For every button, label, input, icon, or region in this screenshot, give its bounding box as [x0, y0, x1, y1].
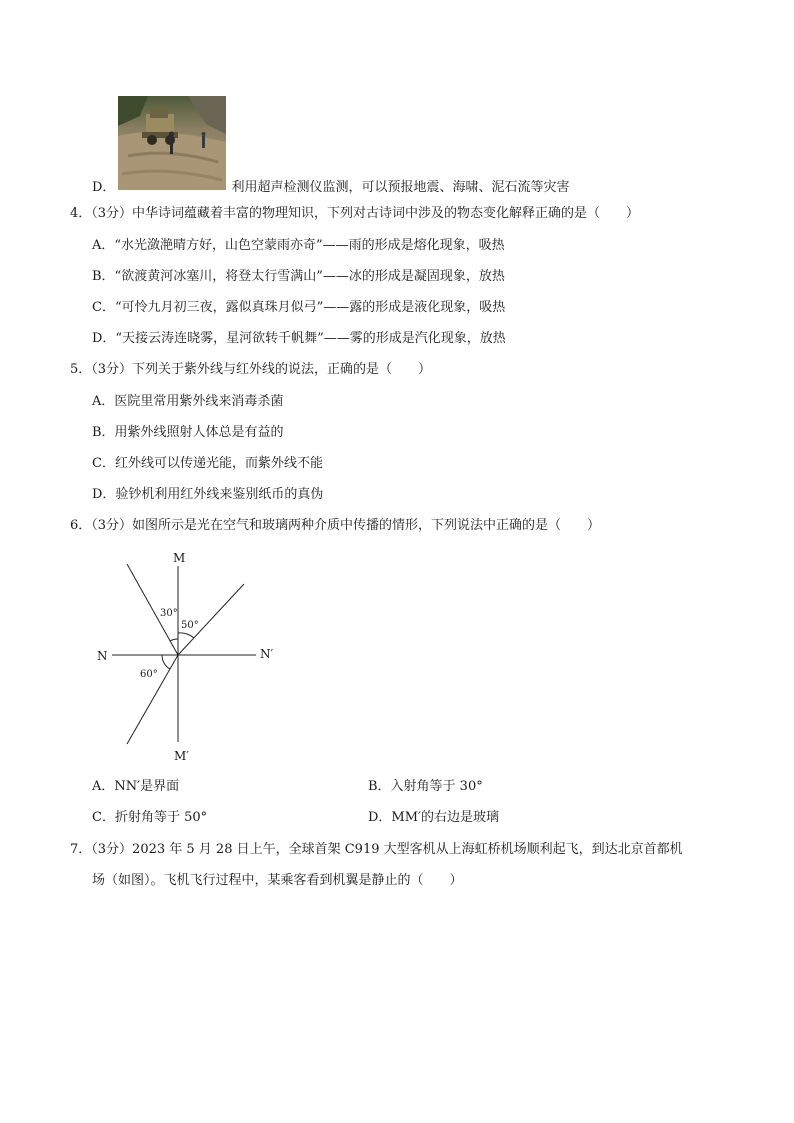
q5-option-a: A．医院里常用紫外线来消毒杀菌	[92, 394, 284, 409]
q7-stem-line2: 场（如图）。飞机飞行过程中，某乘客看到机翼是静止的（ ）	[92, 873, 463, 888]
q6-option-d: D．MM′的右边是玻璃	[368, 810, 499, 825]
landslide-photo	[118, 96, 226, 190]
label-m-prime: M′	[174, 749, 190, 763]
landslide-photo-image	[118, 96, 226, 190]
q4-option-a: A．“水光潋滟晴方好，山色空蒙雨亦奇”——雨的形成是熔化现象，吸热	[92, 238, 505, 253]
q4-option-b: B．“欲渡黄河冰塞川，将登太行雪满山”——冰的形成是凝固现象，放热	[92, 269, 505, 284]
angle-30-label: 30°	[160, 608, 178, 619]
q3-option-d-text: 利用超声检测仪监测，可以预报地震、海啸、泥石流等灾害	[231, 180, 570, 195]
q7-stem-line1: 7．（3分）2023 年 5 月 28 日上午，全球首架 C919 大型客机从上海虹桥机场顺利起飞，到达北京首都机	[70, 842, 683, 857]
q6-option-c: C．折射角等于 50°	[92, 810, 208, 825]
angle-60-label: 60°	[140, 669, 158, 680]
q5-option-c: C．红外线可以传递光能，而紫外线不能	[92, 456, 323, 471]
q6-option-a: A．NN′是界面	[92, 779, 180, 794]
q6-option-b: B．入射角等于 30°	[368, 779, 483, 794]
label-n: N	[97, 649, 108, 663]
q5-option-b: B．用紫外线照射人体总是有益的	[92, 425, 284, 440]
q4-option-d: D．“天接云涛连晓雾，星河欲转千帆舞”——雾的形成是汽化现象，放热	[92, 331, 506, 346]
q5-stem: 5．（3分）下列关于紫外线与红外线的说法，正确的是（ ）	[70, 362, 432, 377]
angle-50-label: 50°	[181, 620, 199, 631]
q3-option-d-label: D．	[92, 180, 116, 195]
arc-60	[162, 655, 170, 669]
q6-stem: 6．（3分）如图所示是光在空气和玻璃两种介质中传播的情形，下列说法中正确的是（ ）	[70, 518, 601, 533]
arc-50	[178, 633, 194, 638]
q4-option-c: C．“可怜九月初三夜，露似真珠月似弓”——露的形成是液化现象，吸热	[92, 300, 506, 315]
q4-stem: 4．（3分）中华诗词蕴藏着丰富的物理知识，下列对古诗词中涉及的物态变化解释正确的是（ ）	[70, 206, 640, 221]
label-n-prime: N′	[260, 647, 274, 661]
light-refraction-diagram	[90, 546, 290, 768]
arc-30	[170, 639, 178, 641]
label-m: M	[173, 551, 186, 565]
q5-option-d: D．验钞机利用红外线来鉴别纸币的真伪	[92, 487, 324, 502]
